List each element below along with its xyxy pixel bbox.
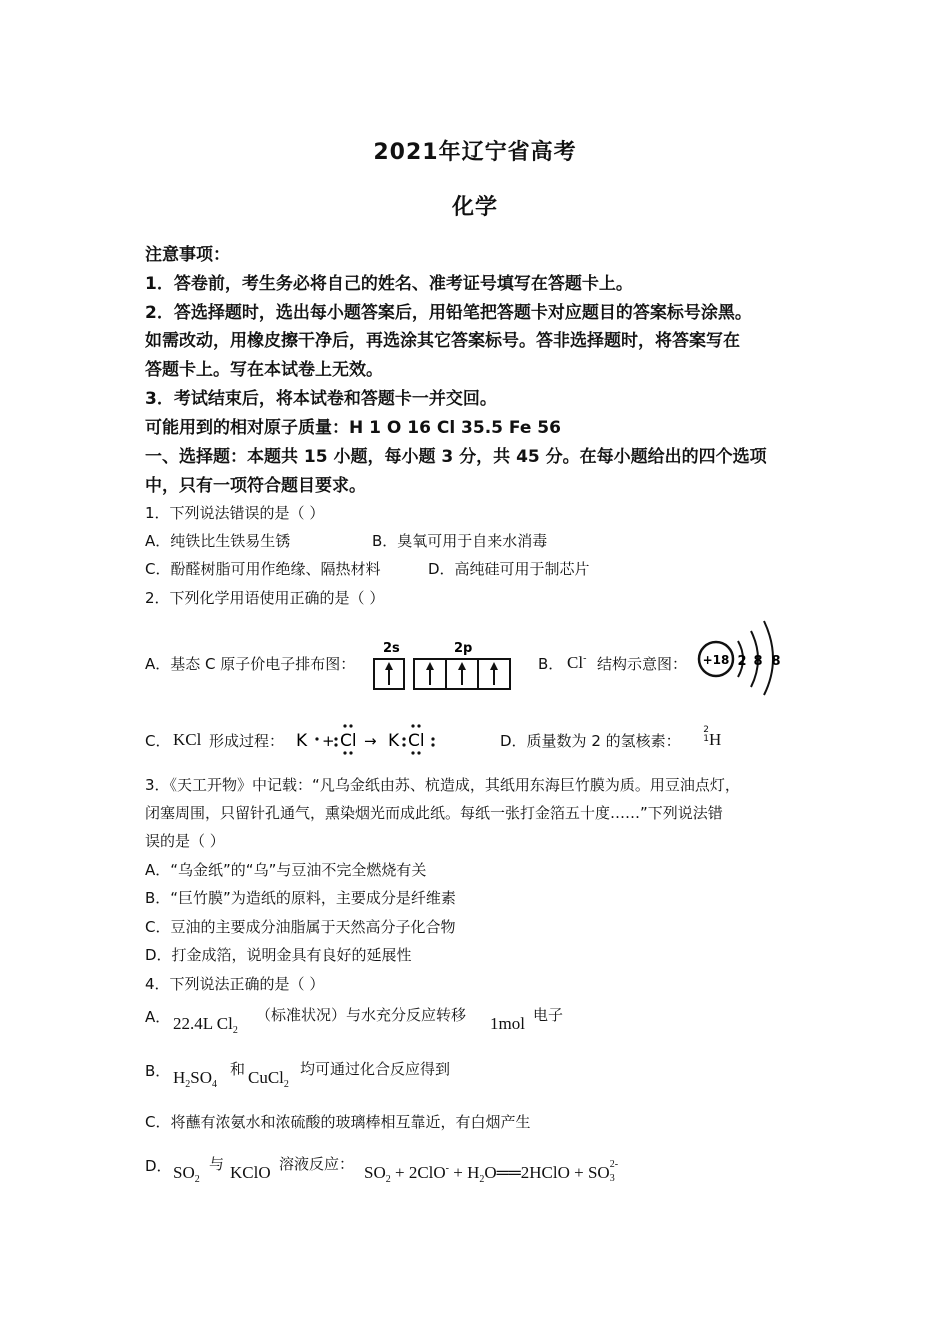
subject-title: 化学 (451, 195, 498, 220)
product-bottom-dot-1 (411, 751, 414, 754)
chlorine-left-dot-2 (334, 743, 337, 746)
shell-3-count: 8 (771, 654, 781, 669)
product-bottom-dot-2 (417, 751, 420, 754)
eq-clo: + 2ClO (390, 1163, 446, 1182)
sulfur-dioxide-formula (173, 1163, 200, 1185)
product-top-dot-2 (417, 724, 420, 727)
q2-option-a-label: A．基态 C 原子价电子排布图： (145, 655, 356, 673)
product-right-dot-1 (431, 737, 434, 740)
q2-option-c-text: 形成过程： (209, 732, 285, 750)
q2-stem: 2．下列化学用语使用正确的是（ ） (145, 589, 385, 607)
electron-arrow-head-2s (385, 662, 393, 670)
q4-option-a-text-2: 电子 (533, 1006, 564, 1024)
atomic-masses: 可能用到的相对原子质量：H 1 O 16 Cl 35.5 Fe 56 (145, 418, 561, 438)
chlorine-top-dot-1 (343, 724, 346, 727)
nuclide-numbers (697, 726, 709, 744)
notice-item-2-line-3: 答题卡上。写在本试卷上无效。 (145, 360, 383, 380)
potassium-symbol: K (296, 731, 308, 751)
sulfur-dioxide-main: SO (173, 1163, 195, 1182)
eq-so2: SO (364, 1163, 386, 1182)
formation-plus-sign: + (322, 732, 335, 750)
nuclide-symbol: H (709, 730, 722, 749)
q1-stem: 1．下列说法错误的是（ ） (145, 504, 325, 522)
q4-option-a-text-1: （标准状况）与水充分反应转移 (256, 1006, 467, 1024)
q3-option-a: A．“乌金纸”的“乌”与豆油不完全燃烧有关 (145, 861, 427, 879)
q4-option-c: C．将蘸有浓氨水和浓硫酸的玻璃棒相互靠近，有白烟产生 (145, 1113, 531, 1131)
potassium-symbol-product: K (388, 731, 400, 751)
electron-arrow-head-2p-1 (426, 662, 434, 670)
sulfuric-h-subscript: 2 (185, 1079, 191, 1090)
q4-option-b-and: 和 (230, 1060, 246, 1078)
copper-chloride-formula (248, 1068, 289, 1090)
q4-option-b-label: B． (145, 1062, 171, 1080)
q2-option-b-label: B． (538, 655, 564, 673)
electron-arrow-head-2p-3 (490, 662, 498, 670)
q1-option-d: D．高纯硅可用于制芯片 (428, 560, 590, 578)
q3-stem-line-3: 误的是（ ） (145, 832, 225, 850)
eq-so3-indices (609, 1159, 624, 1184)
q3-stem-line-1: 3．《天工开物》中记载：“凡乌金纸由苏、杭造成，其纸用东海巨竹膜为质。用豆油点灯， (145, 776, 740, 794)
chlorine-symbol-product: Cl (408, 731, 425, 751)
shell-1-count: 2 (737, 654, 747, 669)
sulfuric-o-subscript: 4 (212, 1079, 218, 1090)
eq-h-subscript: 2 (479, 1174, 485, 1185)
chlorine-left-dot-1 (334, 737, 337, 740)
q2-option-c-label: C． (145, 732, 171, 750)
orbital-2s-label: 2s (383, 641, 400, 656)
potassium-electron-dot (315, 737, 318, 740)
sulfuric-acid-formula (173, 1068, 217, 1090)
orbital-diagram (368, 635, 518, 695)
exam-title: 2021年辽宁省高考 (373, 140, 577, 165)
chloride-symbol: Cl (567, 653, 584, 672)
chlorine-volume-main: 22.4L Cl (173, 1014, 233, 1033)
eq-products: 2HClO + SO (520, 1163, 610, 1182)
notice-item-2-line-2: 如需改动，用橡皮擦干净后，再选涂其它答案标号。答非选择题时，将答案写在 (145, 331, 740, 351)
eq-so2-subscript: 2 (385, 1174, 391, 1185)
electron-amount: 1mol (490, 1014, 525, 1033)
sulfur-dioxide-subscript: 2 (194, 1174, 200, 1185)
orbital-2p-label: 2p (454, 641, 473, 656)
notice-heading: 注意事项： (145, 245, 230, 265)
q4-option-d-text: 溶液反应： (279, 1155, 355, 1173)
eq-equals: ══ (496, 1163, 521, 1182)
chlorine-bottom-dot-1 (343, 751, 346, 754)
q2-option-b-text: 结构示意图： (597, 655, 688, 673)
eq-clo-charge: - (445, 1163, 450, 1174)
eq-o: O (484, 1163, 497, 1182)
kcl-formula: KCl (173, 730, 202, 749)
reaction-equation (364, 1159, 624, 1185)
copper-chloride-main: CuCl (248, 1068, 284, 1087)
q4-option-d-label: D． (145, 1157, 172, 1175)
q1-option-b: B．臭氧可用于自来水消毒 (372, 532, 548, 550)
formation-arrow: → (364, 732, 377, 750)
nucleus-charge: +18 (702, 653, 730, 667)
chlorine-symbol: Cl (340, 731, 357, 751)
notice-item-1: 1．答卷前，考生务必将自己的姓名、准考证号填写在答题卡上。 (145, 274, 633, 294)
chloride-charge: - (583, 653, 587, 664)
notice-item-2-line-1: 2．答选择题时，选出每小题答案后，用铅笔把答题卡对应题目的答案标号涂黑。 (145, 303, 752, 323)
eq-so3-subscript: 3 (609, 1173, 615, 1184)
sulfuric-h: H (173, 1068, 186, 1087)
potassium-hypochlorite-formula: KClO (230, 1163, 271, 1182)
product-top-dot-1 (411, 724, 414, 727)
chlorine-bottom-dot-2 (349, 751, 352, 754)
electron-arrow-head-2p-2 (458, 662, 466, 670)
q1-option-c: C．酚醛树脂可用作绝缘、隔热材料 (145, 560, 381, 578)
q3-option-c: C．豆油的主要成分油脂属于天然高分子化合物 (145, 918, 456, 936)
product-left-dot-2 (402, 743, 405, 746)
q2-option-d-label: D．质量数为 2 的氢核素： (500, 732, 681, 750)
eq-h: + H (449, 1163, 480, 1182)
copper-chloride-subscript: 2 (283, 1079, 289, 1090)
q3-option-b: B．“巨竹膜”为造纸的原料，主要成分是纤维素 (145, 889, 456, 907)
q4-option-a-label: A． (145, 1008, 171, 1026)
chloride-structure-diagram (696, 615, 786, 697)
nuclide-atomic-number: 1 (703, 734, 709, 744)
sulfuric-so: SO (190, 1068, 213, 1087)
section-1-line-1: 一、选择题：本题共 15 小题，每小题 3 分，共 45 分。在每小题给出的四个选项 (145, 447, 767, 467)
notice-item-3: 3．考试结束后，将本试卷和答题卡一并交回。 (145, 389, 497, 409)
q1-option-a: A．纯铁比生铁易生锈 (145, 532, 291, 550)
kcl-formation-diagram (294, 720, 454, 760)
eq-so3-charge: 2- (609, 1159, 619, 1170)
nuclide-mass-number: 2 (703, 725, 709, 735)
chloride-ion (567, 653, 586, 673)
section-1-line-2: 中，只有一项符合题目要求。 (145, 476, 366, 496)
q3-option-d: D．打金成箔，说明金具有良好的延展性 (145, 946, 412, 964)
chlorine-top-dot-2 (349, 724, 352, 727)
chlorine-volume-subscript: 2 (232, 1025, 238, 1036)
product-left-dot-1 (402, 737, 405, 740)
q4-stem: 4．下列说法正确的是（ ） (145, 975, 325, 993)
q3-stem-line-2: 闭塞周围，只留针孔通气，熏染烟光而成此纸。每纸一张打金箔五十度……”下列说法错 (145, 804, 723, 822)
shell-2-count: 8 (753, 654, 763, 669)
product-right-dot-2 (431, 743, 434, 746)
q4-option-d-with: 与 (209, 1155, 225, 1173)
chlorine-volume (173, 1014, 238, 1036)
q4-option-b-text: 均可通过化合反应得到 (300, 1060, 451, 1078)
